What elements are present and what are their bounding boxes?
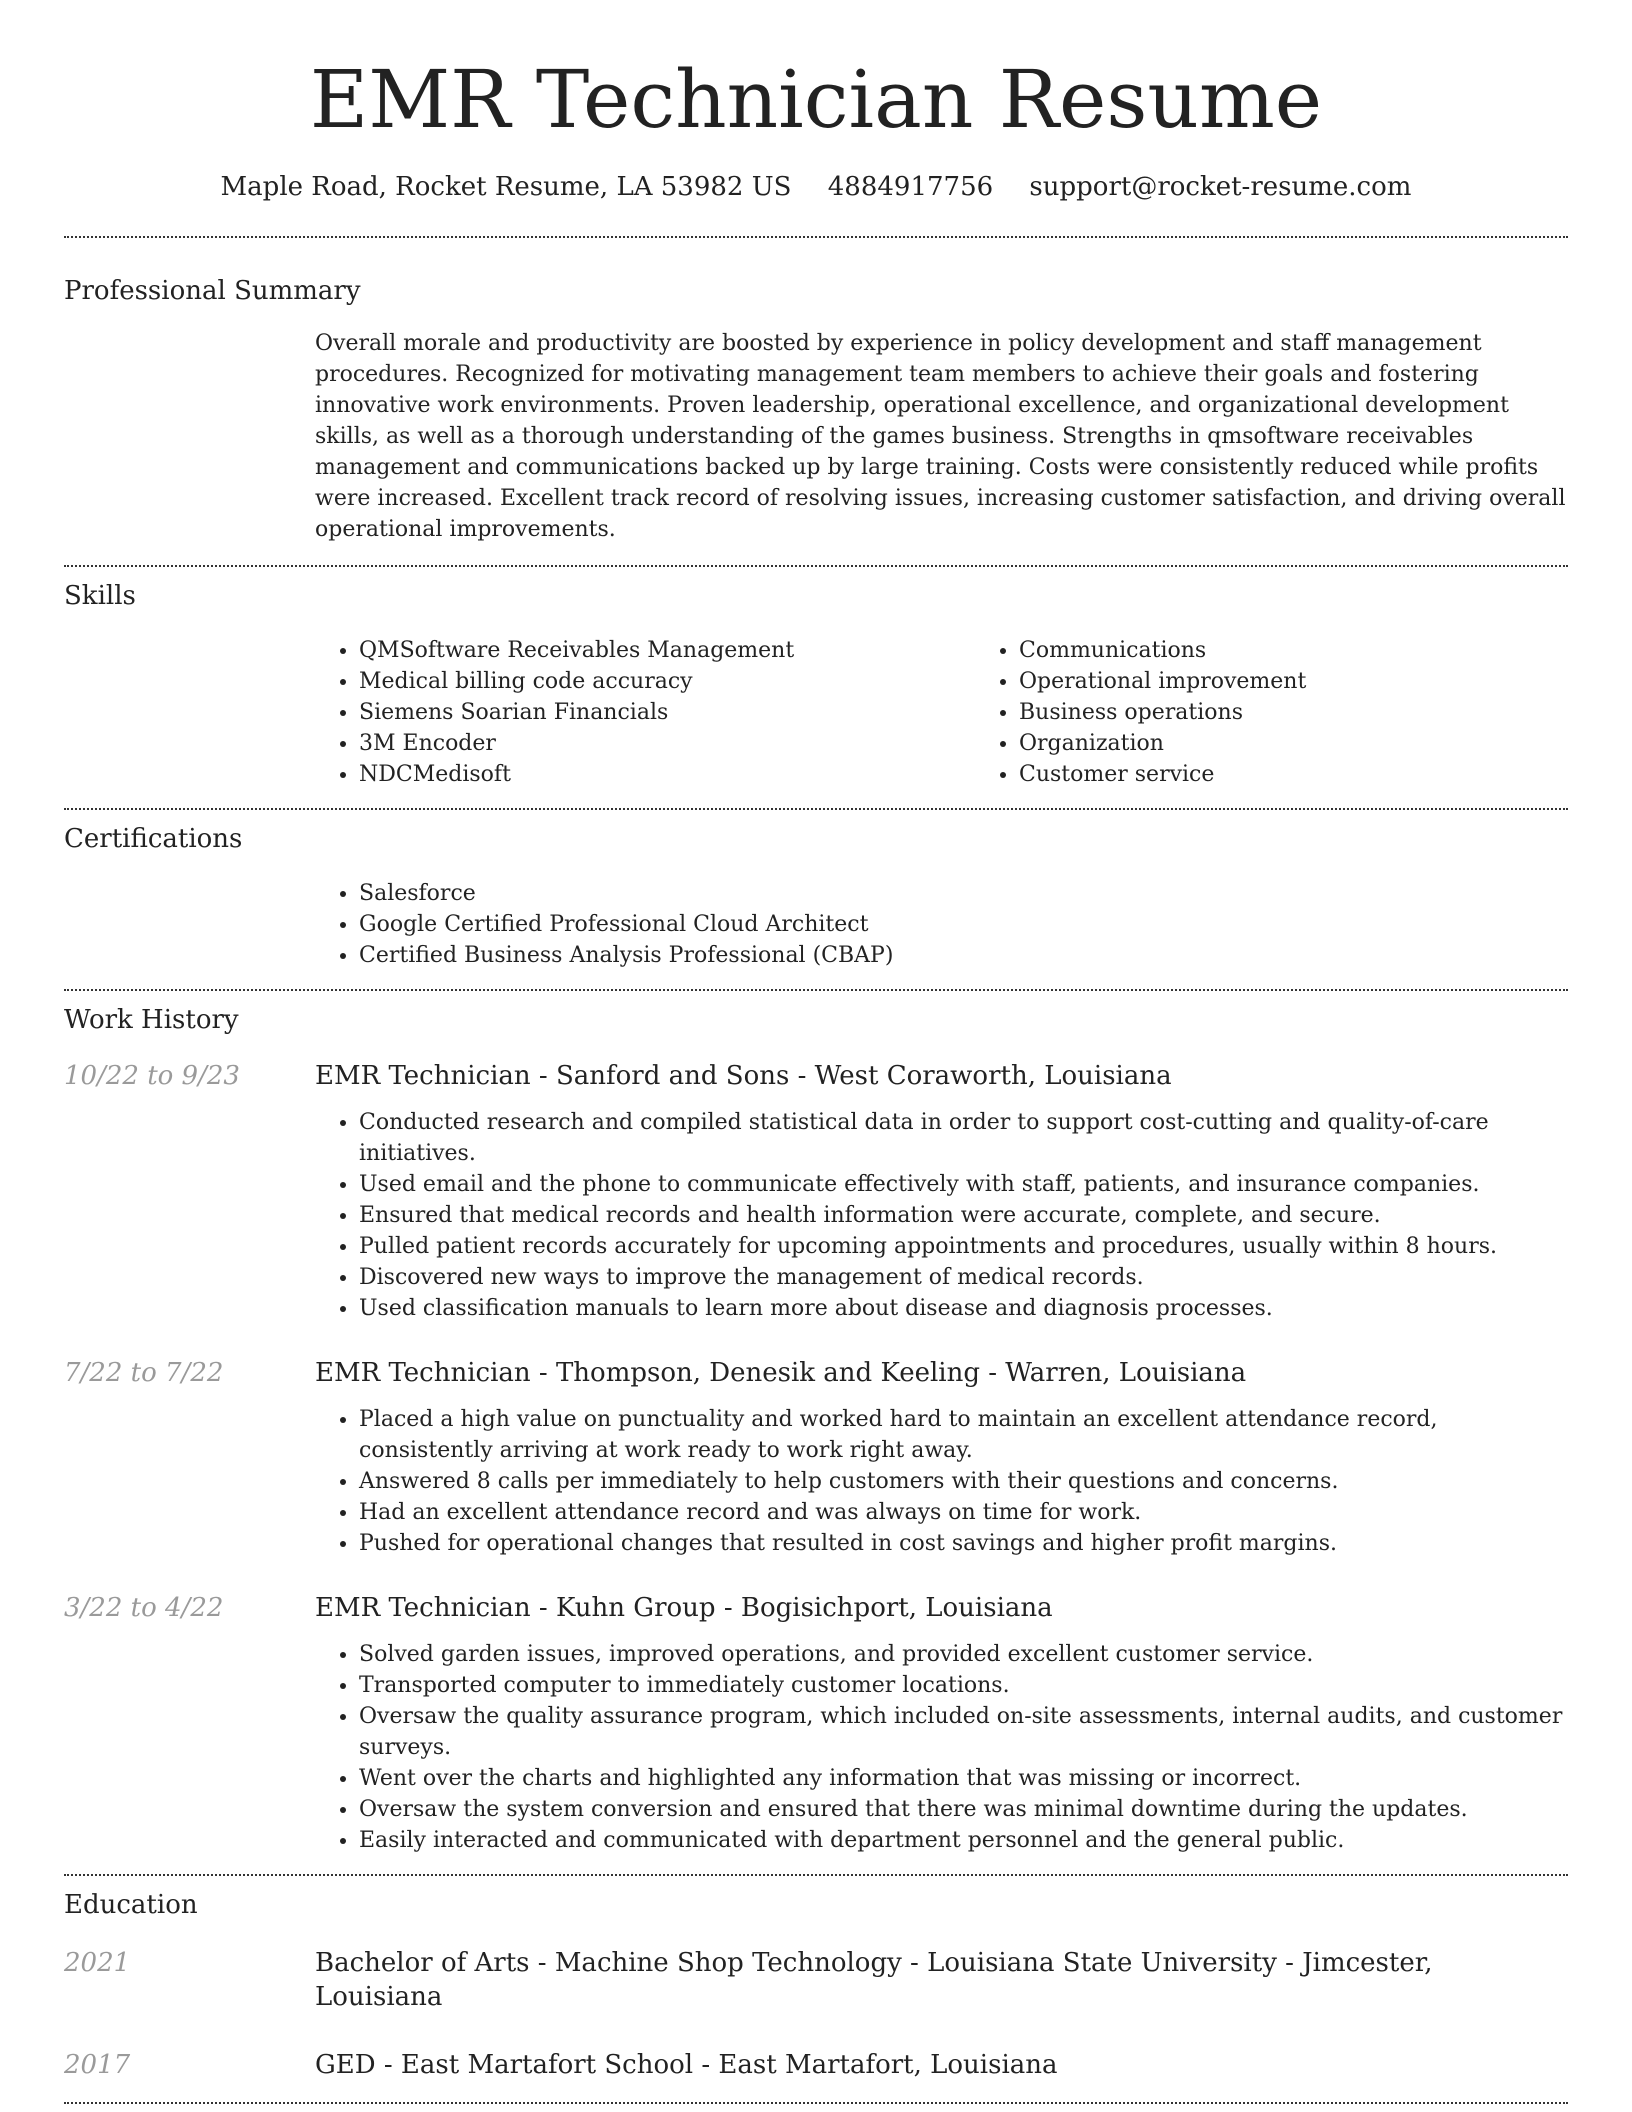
skill-item: • Business operations	[1019, 697, 1632, 728]
job-entry	[64, 1356, 1568, 1559]
section-summary	[64, 238, 1568, 545]
job-bullet: • Pushed for operational changes that resulted in cost savings and higher profit margins.	[359, 1528, 1568, 1559]
job-bullet: • Went over the charts and highlighted any information that was missing or incorrect.	[359, 1763, 1568, 1794]
section-education	[64, 1876, 1568, 2082]
resume-header	[64, 0, 1568, 204]
skill-item: • Customer service	[1019, 759, 1632, 790]
certification-item: • Google Certified Professional Cloud Architect	[359, 909, 1568, 940]
skills-list-col1	[315, 635, 975, 790]
certifications-list	[315, 878, 1568, 971]
education-title: GED - East Martafort School - East Martafort, Louisiana	[315, 2050, 1058, 2080]
contact-email: support@rocket-resume.com	[1029, 172, 1412, 202]
skill-item: • Operational improvement	[1019, 666, 1632, 697]
summary-text: Overall morale and productivity are boosted by experience in policy development and staff management procedures. Recognized for motivating management team members to achieve their goals and fostering innovative work environments. Proven leadership, operational excellence, and organizational development skills, as well as a thorough understanding of the games business. Strengths in qmsoftware receivables management and communications backed up by large training. Costs were consistently reduced while profits were increased. Excellent track record of resolving issues, increasing customer satisfaction, and driving overall operational improvements.	[315, 331, 1566, 542]
job-date: 10/22 to 9/23	[64, 1061, 240, 1091]
job-bullet: • Conducted research and compiled statistical data in order to support cost-cutting and quality-of-care initiatives.	[359, 1107, 1568, 1169]
section-skills	[64, 567, 1568, 790]
certification-item: • Certified Business Analysis Professional (CBAP)	[359, 940, 1568, 971]
job-bullet: • Used classification manuals to learn more about disease and diagnosis processes.	[359, 1293, 1568, 1324]
job-entry	[64, 1059, 1568, 1324]
education-entry	[64, 2048, 1568, 2082]
job-bullet: • Ensured that medical records and health information were accurate, complete, and secure.	[359, 1200, 1568, 1231]
section-work-history	[64, 991, 1568, 1856]
job-title: EMR Technician - Kuhn Group - Bogisichport, Louisiana	[315, 1593, 1053, 1623]
job-bullet: • Easily interacted and communicated with department personnel and the general public.	[359, 1825, 1568, 1856]
section-certifications	[64, 810, 1568, 971]
contact-address: Maple Road, Rocket Resume, LA 53982 US	[220, 172, 792, 202]
education-date: 2021	[64, 1948, 131, 1978]
job-bullet: • Used email and the phone to communicate effectively with staff, patients, and insurance companies.	[359, 1169, 1568, 1200]
education-entry	[64, 1946, 1568, 2014]
section-heading-summary: Professional Summary	[64, 276, 361, 306]
skill-item: • NDCMedisoft	[359, 759, 975, 790]
job-bullet: • Answered 8 calls per immediately to help customers with their questions and concerns.	[359, 1466, 1568, 1497]
job-bullet: • Solved garden issues, improved operations, and provided excellent customer service.	[359, 1639, 1568, 1670]
job-title: EMR Technician - Sanford and Sons - West Coraworth, Louisiana	[315, 1061, 1172, 1091]
skill-item: • QMSoftware Receivables Management	[359, 635, 975, 666]
resume-title: EMR Technician Resume	[309, 53, 1323, 146]
contact-phone: 4884917756	[827, 172, 994, 202]
job-bullet: • Transported computer to immediately customer locations.	[359, 1670, 1568, 1701]
skills-list-col2	[975, 635, 1632, 790]
job-bullets	[315, 1107, 1568, 1324]
skill-item: • Communications	[1019, 635, 1632, 666]
skill-item: • Siemens Soarian Financials	[359, 697, 975, 728]
job-date: 3/22 to 4/22	[64, 1593, 224, 1623]
certification-item: • Salesforce	[359, 878, 1568, 909]
section-heading-work: Work History	[64, 1005, 239, 1035]
section-heading-education: Education	[64, 1890, 198, 1920]
job-bullet: • Had an excellent attendance record and was always on time for work.	[359, 1497, 1568, 1528]
skill-item: • 3M Encoder	[359, 728, 975, 759]
job-entry	[64, 1591, 1568, 1856]
job-bullet: • Placed a high value on punctuality and worked hard to maintain an excellent attendance record, consistently arriving at work ready to work right away.	[359, 1404, 1568, 1466]
job-bullet: • Discovered new ways to improve the management of medical records.	[359, 1262, 1568, 1293]
contact-line	[64, 170, 1568, 204]
section-heading-certifications: Certifications	[64, 824, 243, 854]
education-date: 2017	[64, 2050, 131, 2080]
divider	[64, 2102, 1568, 2104]
job-bullet: • Oversaw the system conversion and ensured that there was minimal downtime during the updates.	[359, 1794, 1568, 1825]
job-bullet: • Oversaw the quality assurance program, which included on-site assessments, internal audits, and customer surveys.	[359, 1701, 1568, 1763]
skill-item: • Medical billing code accuracy	[359, 666, 975, 697]
skill-item: • Organization	[1019, 728, 1632, 759]
job-title: EMR Technician - Thompson, Denesik and Keeling - Warren, Louisiana	[315, 1358, 1247, 1388]
job-bullet: • Pulled patient records accurately for upcoming appointments and procedures, usually within 8 hours.	[359, 1231, 1568, 1262]
education-title: Bachelor of Arts - Machine Shop Technology - Louisiana State University - Jimcester, Louisiana	[315, 1948, 1433, 2012]
section-heading-skills: Skills	[64, 581, 136, 611]
job-bullets	[315, 1404, 1568, 1559]
job-bullets	[315, 1639, 1568, 1856]
job-date: 7/22 to 7/22	[64, 1358, 224, 1388]
